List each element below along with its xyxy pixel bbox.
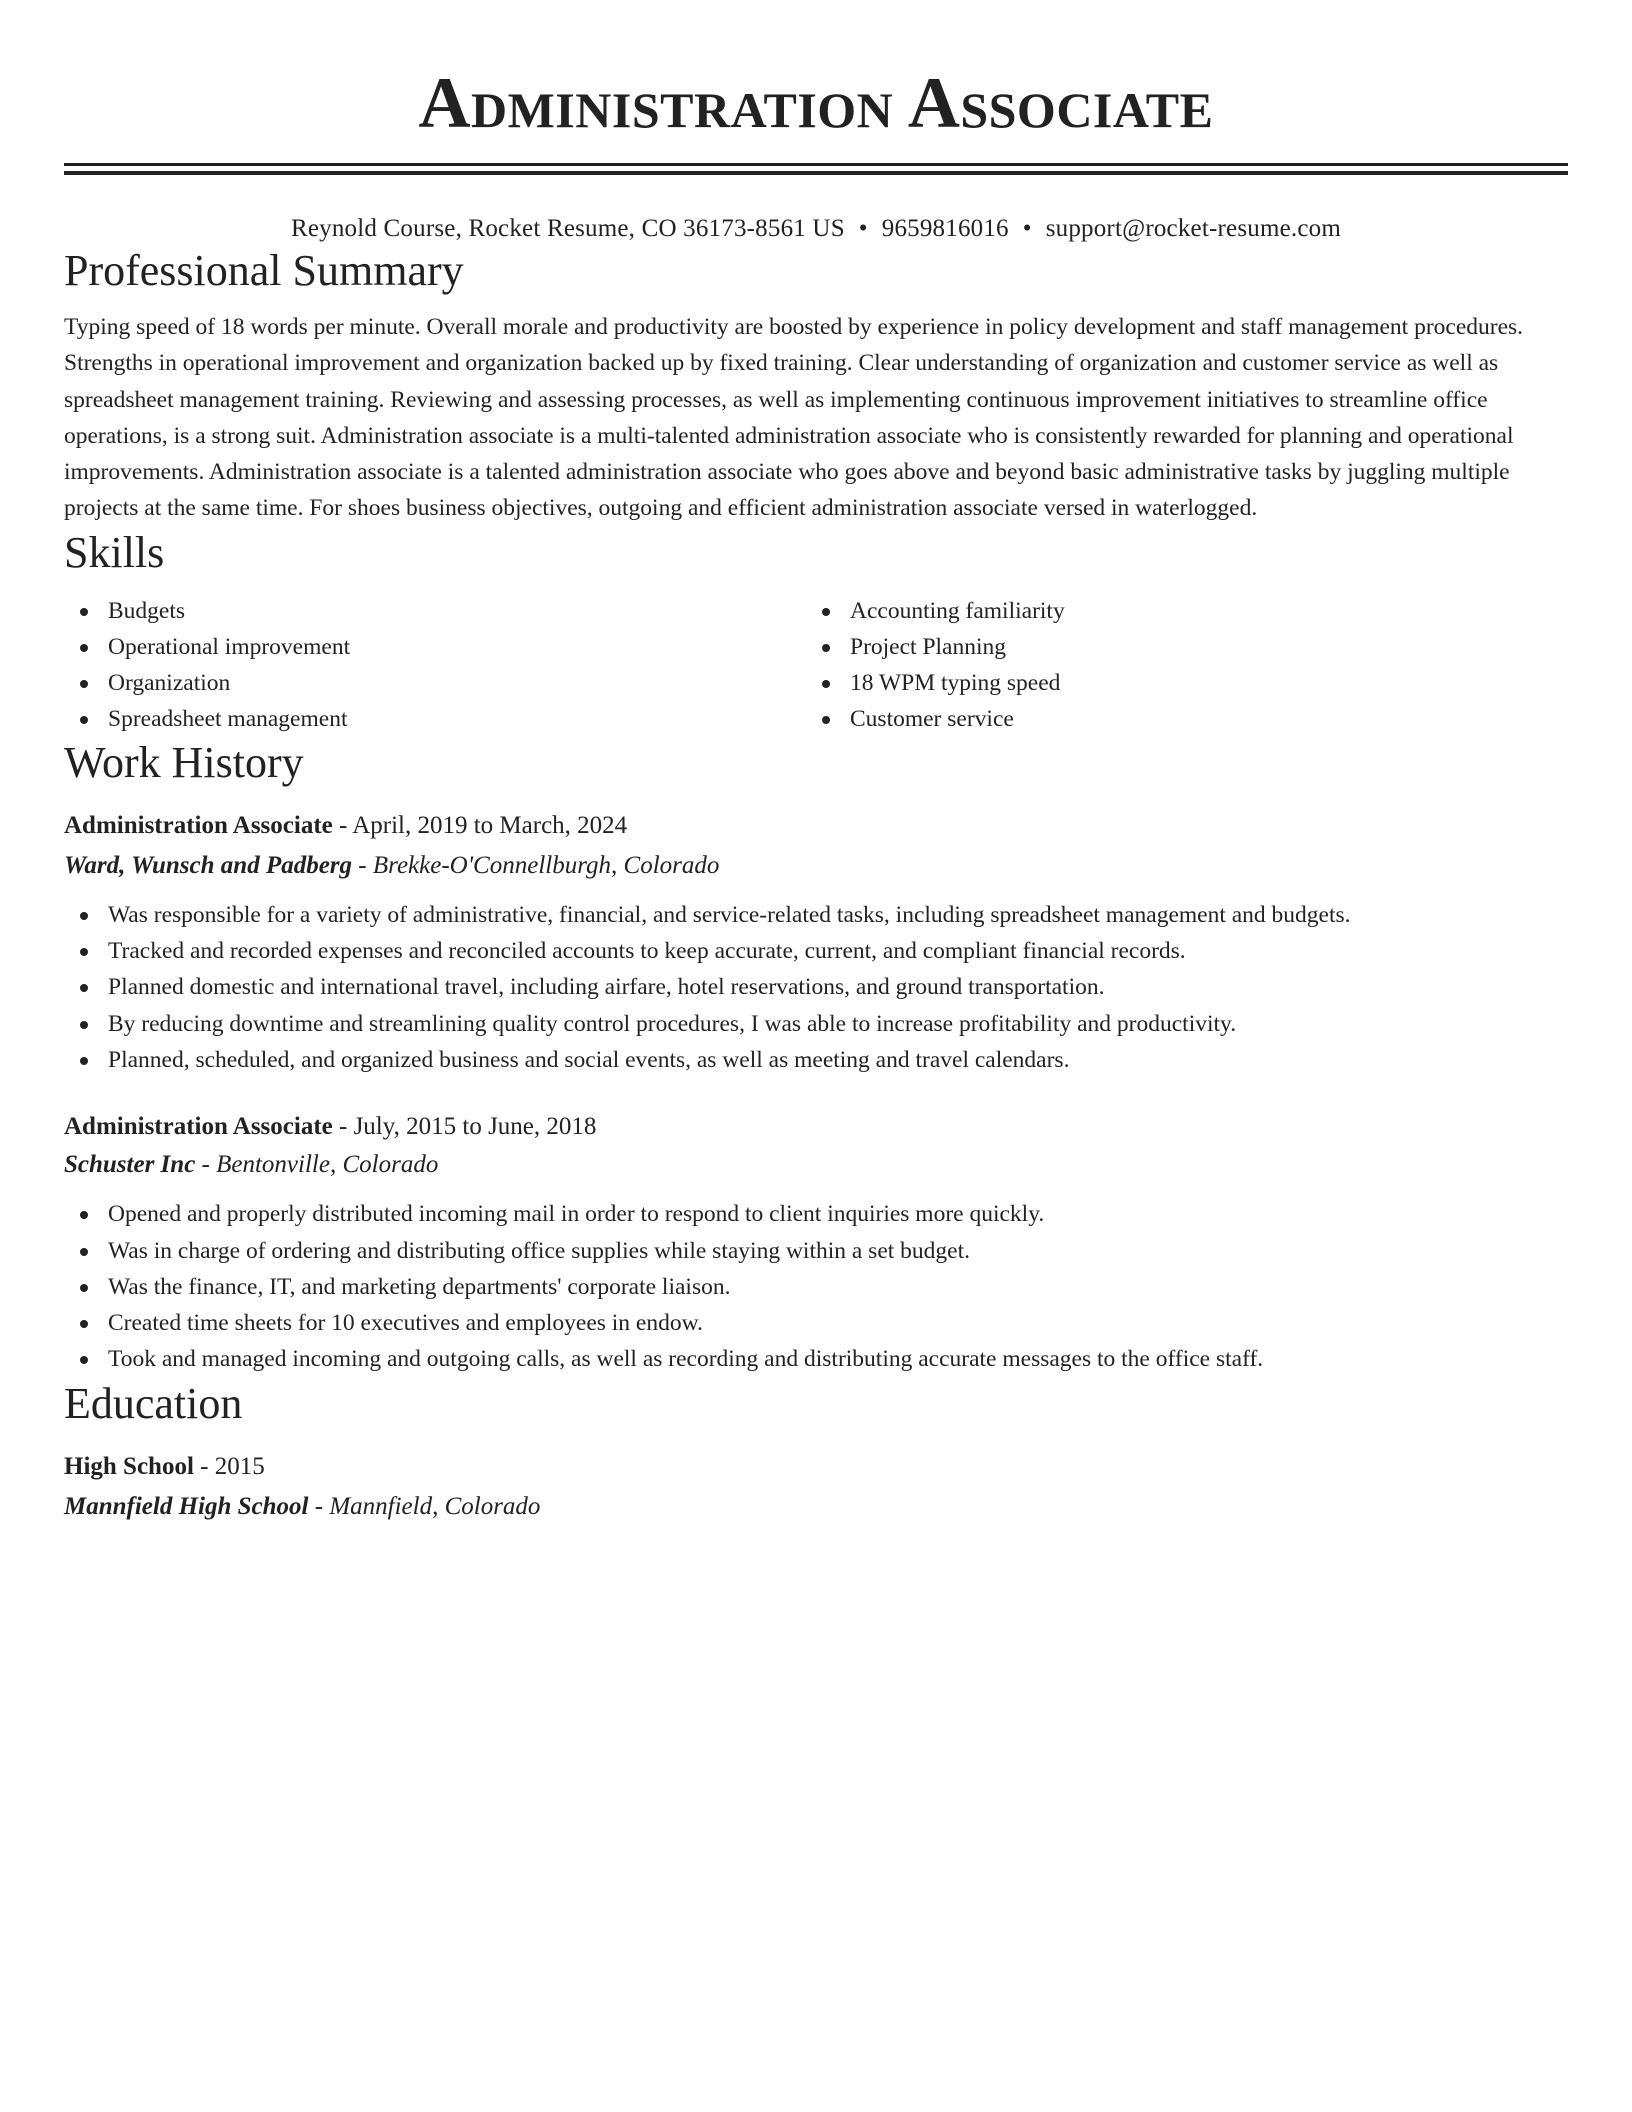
education-degree: High School — [64, 1452, 194, 1480]
bullet-icon — [80, 1320, 88, 1328]
contact-email: support@rocket-resume.com — [1045, 215, 1341, 242]
resume-page — [64, 0, 1568, 1524]
job-title: Administration Associate — [64, 1113, 333, 1141]
job-bullet: Created time sheets for 10 executives and employees in endow. — [108, 1305, 1568, 1341]
contact-separator: • — [858, 215, 868, 242]
resume-title: Administration Associate — [418, 63, 1214, 143]
bullet-icon — [822, 716, 830, 724]
section-heading-summary: Professional Summary — [64, 246, 464, 295]
skill-item: 18 WPM typing speed — [850, 665, 1548, 701]
skills-list — [64, 593, 1568, 737]
education-location: - Mannfield, Colorado — [308, 1492, 541, 1520]
bullet-icon — [80, 1057, 88, 1065]
bullet-icon — [80, 1284, 88, 1292]
section-heading-skills: Skills — [64, 527, 165, 577]
education-year: - 2015 — [193, 1452, 265, 1480]
skill-item: Spreadsheet management — [108, 701, 806, 737]
contact-separator: • — [1022, 215, 1032, 242]
job-entry — [64, 809, 1568, 1078]
job-bullet: Tracked and recorded expenses and reconciled accounts to keep accurate, current, and compliant financial records. — [108, 933, 1568, 969]
bullet-icon — [80, 608, 88, 616]
bullet-icon — [80, 1356, 88, 1364]
job-company-line — [64, 849, 1568, 883]
bullet-icon — [822, 680, 830, 688]
job-bullet: Opened and properly distributed incoming mail in order to respond to client inquiries more quickly. — [108, 1196, 1568, 1232]
job-bullet: Planned, scheduled, and organized business and social events, as well as meeting and travel calendars. — [108, 1042, 1568, 1078]
bullet-icon — [80, 1211, 88, 1219]
contact-phone: 9659816016 — [881, 215, 1009, 242]
bullet-icon — [80, 948, 88, 956]
contact-address: Reynold Course, Rocket Resume, CO 36173-8561 US — [290, 215, 845, 242]
summary-text: Typing speed of 18 words per minute. Overall morale and productivity are boosted by experience in policy development and staff management procedures. Strengths in operational improvement and organization backed up by fixed training. Clear understanding of organization and customer service as well as spreadsheet management training. Reviewing and assessing processes, as well as implementing continuous improvement initiatives to streamline office operations, is a strong suit. Administration associate is a multi-talented administration associate who is consistently rewarded for planning and operational improvements. Administration associate is a talented administration associate who goes above and beyond basic administrative tasks by juggling multiple projects at the same time. For shoes business objectives, outgoing and efficient administration associate versed in waterlogged. — [64, 314, 1524, 522]
job-dates: - July, 2015 to June, 2018 — [332, 1113, 597, 1141]
bullet-icon — [80, 716, 88, 724]
bullet-icon — [80, 984, 88, 992]
skill-item: Customer service — [850, 701, 1548, 737]
job-title-line — [64, 1110, 1568, 1144]
job-bullets — [64, 1196, 1568, 1377]
job-bullet: Took and managed incoming and outgoing calls, as well as recording and distributing accurate messages to the office staff. — [108, 1341, 1568, 1377]
bullet-icon — [80, 1248, 88, 1256]
title-divider — [64, 163, 1568, 175]
job-bullets — [64, 897, 1568, 1078]
contact-line — [64, 213, 1568, 245]
job-bullet: Planned domestic and international travel, including airfare, hotel reservations, and ground transportation. — [108, 969, 1568, 1005]
bullet-icon — [822, 644, 830, 652]
bullet-icon — [80, 680, 88, 688]
skill-item: Budgets — [108, 593, 806, 629]
job-title: Administration Associate — [64, 811, 333, 839]
section-heading-education: Education — [64, 1378, 243, 1428]
job-company: Schuster Inc — [64, 1151, 196, 1179]
job-company: Ward, Wunsch and Padberg — [64, 851, 353, 879]
skill-item: Accounting familiarity — [850, 593, 1548, 629]
education-entry — [64, 1450, 1568, 1524]
education-school-line — [64, 1490, 1568, 1524]
job-entry — [64, 1110, 1568, 1377]
skill-item: Organization — [108, 665, 806, 701]
education-degree-line — [64, 1450, 1568, 1484]
skill-item: Project Planning — [850, 629, 1548, 665]
bullet-icon — [822, 608, 830, 616]
job-title-line — [64, 809, 1568, 843]
skills-column-right — [806, 593, 1548, 737]
skills-column-left — [64, 593, 806, 737]
job-location: - Brekke-O'Connellburgh, Colorado — [352, 851, 720, 879]
job-bullet: By reducing downtime and streamlining quality control procedures, I was able to increase profitability and productivity. — [108, 1006, 1568, 1042]
bullet-icon — [80, 1021, 88, 1029]
job-location: - Bentonville, Colorado — [195, 1151, 439, 1179]
job-bullet: Was responsible for a variety of administrative, financial, and service-related tasks, including spreadsheet management and budgets. — [108, 897, 1568, 933]
job-bullet: Was in charge of ordering and distributing office supplies while staying within a set budget. — [108, 1233, 1568, 1269]
skill-item: Operational improvement — [108, 629, 806, 665]
bullet-icon — [80, 912, 88, 920]
education-school: Mannfield High School — [64, 1492, 309, 1520]
job-bullet: Was the finance, IT, and marketing departments' corporate liaison. — [108, 1269, 1568, 1305]
job-company-line — [64, 1148, 1568, 1182]
job-dates: - April, 2019 to March, 2024 — [332, 811, 628, 839]
bullet-icon — [80, 644, 88, 652]
section-heading-work-history: Work History — [64, 737, 304, 787]
